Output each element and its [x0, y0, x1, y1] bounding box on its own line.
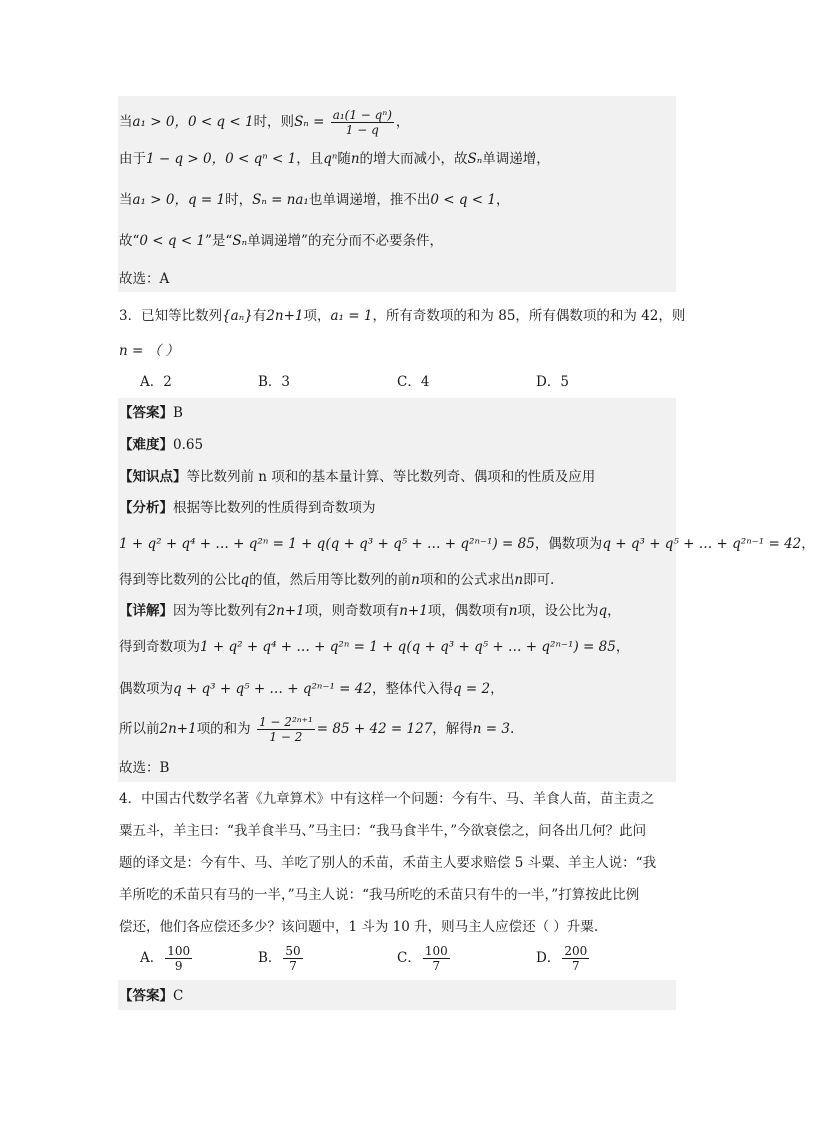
- math: q: [598, 603, 608, 619]
- solution-band: [118, 980, 676, 1010]
- fraction-numerator: 100: [167, 944, 191, 958]
- text: ，所有奇数项的和为 85，所有偶数项的和为 42，则: [372, 308, 686, 324]
- math: q = 2: [452, 681, 491, 697]
- text: 当: [119, 114, 133, 130]
- option-d: [536, 944, 591, 973]
- option-label: B．: [258, 950, 282, 966]
- analysis-line: [119, 499, 376, 517]
- text: 有: [252, 308, 267, 324]
- answer-value: B: [173, 405, 183, 421]
- text: 项，偶数项有: [427, 603, 509, 619]
- question-3-stem: [119, 307, 685, 325]
- question-4-stem: 偿还，他们各应偿还多少？该问题中，1 斗为 10 升，则马主人应偿还（ ）升粟.: [119, 919, 599, 935]
- math: n+1: [399, 603, 428, 619]
- option-b: B．3: [258, 374, 291, 390]
- solution-line: [119, 150, 550, 168]
- choice-line: 故选：B: [119, 760, 170, 776]
- text: ，: [615, 639, 630, 655]
- text: 得到奇数项为: [119, 639, 200, 655]
- fraction-denominator: 9: [174, 959, 183, 973]
- solution-line: [119, 191, 509, 209]
- answer-label: 【答案】: [119, 988, 173, 1004]
- math: 2n+1: [159, 721, 197, 737]
- math: 1 − q > 0，0 < qⁿ < 1: [146, 151, 297, 167]
- option-d: D．5: [536, 374, 569, 390]
- question-4-stem: 题的译文是：今有牛、马、羊吃了别人的禾苗，禾苗主人要求赔偿 5 斗粟、羊主人说：“我: [119, 855, 657, 871]
- detail-line: [119, 638, 629, 656]
- text: 偶数项为: [119, 681, 173, 697]
- math: Sₙ = na₁: [252, 192, 309, 208]
- text: ，: [490, 681, 504, 697]
- fraction-numerator: 1 − 2²ⁿ⁺¹: [258, 715, 313, 729]
- fraction-numerator: 200: [564, 944, 588, 958]
- math: n: [508, 603, 518, 619]
- option-a: A．2: [140, 374, 172, 390]
- text: 项和的公式求出: [419, 572, 515, 588]
- fraction: [423, 944, 450, 973]
- math: q: [240, 572, 250, 588]
- fraction-denominator: 7: [432, 959, 441, 973]
- text: 故“: [119, 233, 140, 249]
- question-4-stem: 粟五斗，羊主曰：“我羊食半马、”马主曰：“我马食半牛，”今欲衰偿之，问各出几何？此问: [119, 823, 647, 839]
- math: 0 < q < 1: [139, 233, 206, 249]
- fraction-denominator: 1 − 2: [269, 730, 303, 744]
- text: 项的和为: [196, 721, 251, 737]
- difficulty-label: 【难度】: [119, 437, 173, 453]
- math: q + q³ + q⁵ + … + q²ⁿ⁻¹ = 42: [602, 536, 802, 552]
- text: 即可.: [523, 572, 555, 588]
- analysis-equation: [119, 535, 815, 553]
- text: 3．已知等比数列: [119, 308, 223, 324]
- text: ”是“: [205, 233, 233, 249]
- text: ，整体代入得: [371, 681, 453, 697]
- fraction: [165, 944, 192, 973]
- text: 当: [119, 192, 133, 208]
- fraction-denominator: 1 − q: [345, 123, 379, 137]
- math: 2n+1: [266, 308, 304, 324]
- text: 所以前: [119, 721, 160, 737]
- text: 得到等比数列的公比: [119, 572, 241, 588]
- text: 也单调递增，推不出: [308, 192, 431, 208]
- detail-line: [119, 715, 514, 744]
- knowledge-line: [119, 468, 595, 486]
- text: 单调递增，: [482, 151, 550, 167]
- difficulty-value: 0.65: [173, 437, 204, 453]
- fraction: [562, 944, 589, 973]
- answer-label: 【答案】: [119, 405, 173, 421]
- answer-line: [119, 404, 183, 422]
- fraction: [257, 715, 315, 744]
- math: 1 + q² + q⁴ + … + q²ⁿ = 1 + q(q + q³ + q⁵ + … + q²ⁿ⁻¹) = 85: [119, 536, 535, 552]
- text: .: [509, 721, 515, 737]
- analysis-text: 根据等比数列的性质得到奇数项为: [173, 500, 376, 516]
- fraction-numerator: 100: [424, 944, 448, 958]
- math: n = 3: [472, 721, 510, 737]
- text: ，: [607, 603, 621, 619]
- option-c: C．4: [397, 374, 430, 390]
- math: a₁ > 0，0 < q < 1: [132, 114, 254, 130]
- text: 时，则: [253, 114, 295, 130]
- detail-line: [119, 602, 621, 620]
- fraction: [283, 944, 302, 973]
- option-label: D．: [536, 950, 561, 966]
- text: 因为等比数列有: [173, 603, 268, 619]
- text: 项，: [303, 308, 331, 324]
- option-c: [397, 944, 452, 973]
- option-label: A．: [140, 950, 164, 966]
- text: 的值，然后用等比数列的前: [249, 572, 412, 588]
- knowledge-label: 【知识点】: [119, 469, 187, 485]
- knowledge-value: 等比数列前 n 项和的基本量计算、等比数列奇、偶项和的性质及应用: [186, 469, 596, 485]
- text: ，且: [296, 151, 324, 167]
- text: 时，: [225, 192, 253, 208]
- math: {aₙ}: [222, 308, 253, 324]
- math: 1 + q² + q⁴ + … + q²ⁿ = 1 + q(q + q³ + q⁵ + … + q²ⁿ⁻¹) = 85: [200, 639, 616, 655]
- answer-line: [119, 987, 183, 1005]
- solution-line: [119, 108, 409, 137]
- text: ，: [395, 114, 410, 130]
- text: 由于: [119, 151, 146, 167]
- fraction-numerator: 50: [285, 944, 301, 958]
- math: = 85 + 42 = 127: [316, 721, 433, 737]
- analysis-line: [119, 571, 554, 589]
- math: a₁ > 0，q = 1: [132, 192, 226, 208]
- solution-line: [119, 232, 443, 250]
- math: n: [350, 151, 360, 167]
- math: qⁿ: [323, 151, 338, 167]
- option-b: [258, 944, 305, 973]
- text: 的增大而减小，故: [359, 151, 468, 167]
- math: n: [514, 572, 524, 588]
- analysis-label: 【分析】: [119, 500, 173, 516]
- math: q + q³ + q⁵ + … + q²ⁿ⁻¹ = 42: [173, 681, 372, 697]
- question-3-stem-line2: n = （ ）: [119, 343, 179, 359]
- detail-line: [119, 680, 504, 698]
- text: 单调递增”的充分而不必要条件，: [247, 233, 443, 249]
- math: n: [411, 572, 420, 588]
- text: ，: [801, 536, 815, 552]
- text: ，: [495, 192, 510, 208]
- option-a: [140, 944, 194, 973]
- question-4-stem: 4．中国古代数学名著《九章算术》中有这样一个问题：今有牛、马、羊食人苗，苗主责之: [119, 791, 655, 807]
- text: 随: [337, 151, 351, 167]
- fraction: [331, 108, 394, 137]
- math: 2n+1: [267, 603, 305, 619]
- math: Sₙ =: [294, 114, 325, 130]
- question-4-stem: 羊所吃的禾苗只有马的一半，”马主人说：“我马所吃的禾苗只有牛的一半，”打算按此比例: [119, 887, 640, 903]
- math: Sₙ: [467, 151, 483, 167]
- text: ，偶数项为: [534, 536, 603, 552]
- text: 项，则奇数项有: [304, 603, 400, 619]
- math: Sₙ: [232, 233, 248, 249]
- choice-line: 故选：A: [119, 271, 170, 287]
- text: ，解得: [432, 721, 473, 737]
- answer-value: C: [173, 988, 184, 1004]
- option-label: C．: [397, 950, 421, 966]
- fraction-denominator: 7: [571, 959, 580, 973]
- math: a₁ = 1: [330, 308, 373, 324]
- detail-label: 【详解】: [119, 603, 173, 619]
- difficulty-line: [119, 436, 203, 454]
- fraction-denominator: 7: [289, 959, 297, 973]
- text: 项，设公比为: [517, 603, 599, 619]
- fraction-numerator: a₁(1 − qⁿ): [332, 108, 392, 122]
- math: 0 < q < 1: [430, 192, 496, 208]
